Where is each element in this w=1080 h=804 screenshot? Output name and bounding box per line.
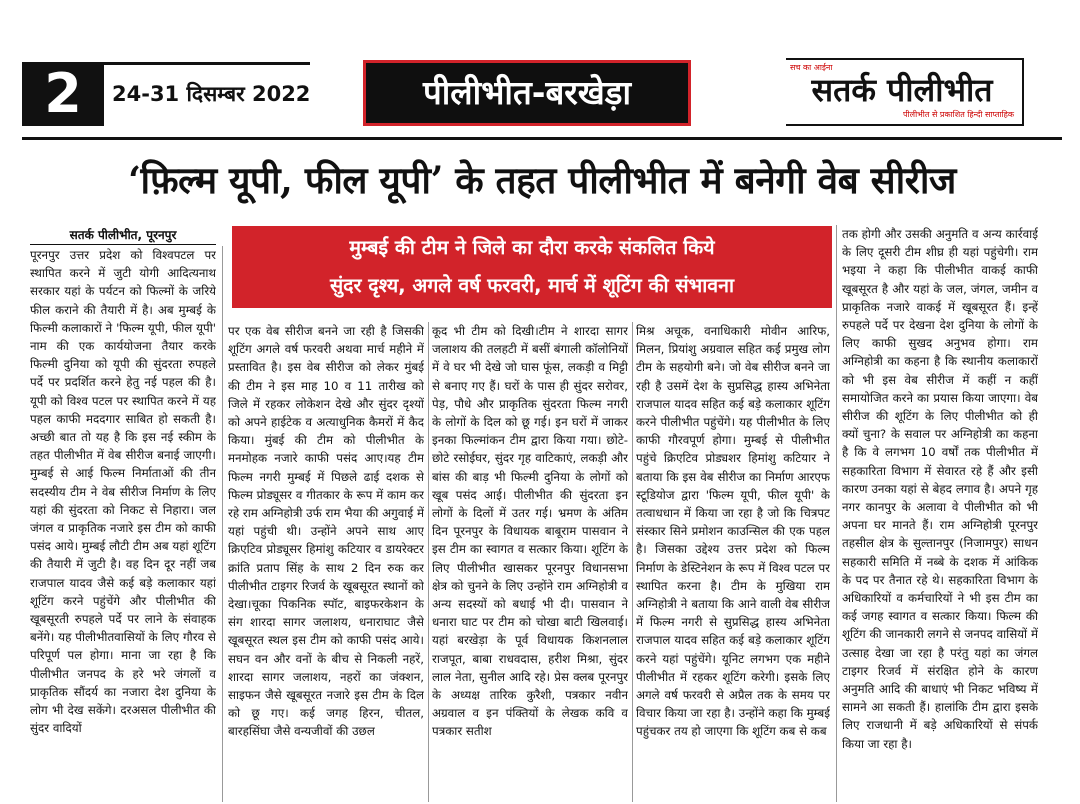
brand-subtitle: पीलीभीत से प्रकाशित हिन्दी साप्ताहिक [903, 110, 1014, 119]
column-separator [836, 225, 837, 802]
main-headline: ‘फ़िल्म यूपी, फील यूपी’ के तहत पीलीभीत में बनेगी वेब सीरीज [128, 158, 956, 202]
byline-rule [30, 244, 216, 245]
article-column-4 [636, 322, 830, 802]
date-rule [104, 62, 310, 65]
column-4-text: मिश्र अचूक, वनाधिकारी मोवीन आरिफ, मिलन, प्रियांशु अग्रवाल सहित कई प्रमुख लोग टीम के सहयोगी बने। जो वेब सीरीज बनने जा रही है उसमें देश के सुप्रसिद्ध हास्य अभिनेता राजपाल यादव सहित कई बड़े कलाकार शूटिंग करने पीलीभीत पहुंचेंगे। यह पीलीभीत के लिए काफी गौरवपूर्ण होगा। मुम्बई से पीलीभीत पहुंचे क्रिएटिव प्रोड्यशर हिमांशु कटियार ने बताया कि इस वेब सीरीज का निर्माण आरएफ स्टूडियोज द्वारा 'फिल्म यूपी, फील यूपी' के तत्वाधधान में किया जा रहा है जो कि चित्रपट संस्कार सिने प्रमोशन काउन्सिल की एक पहल है। जिसका उद्देश्य उत्तर प्रदेश को फिल्म निर्माण के डेस्टिनेशन के रूप में विश्व पटल पर स्थापित करना है। टीम के मुखिया राम अग्निहोत्री ने बताया कि आने वाली वेब सीरीज में फिल्म नगरी से सुप्रसिद्ध हास्य अभिनेता राजपाल यादव सहित कई बड़े कलाकार शूटिंग करने यहां पहुंचेंगे। यूनिट लगभग एक महीने पीलीभीत में रहकर शूटिंग करेगी। इसके लिए अगले वर्ष फरवरी से अप्रैल तक के समय पर विचार किया जा रहा है। उन्होंने कहा कि मुम्बई पहुंचकर तय हो जाएगा कि शूटिंग कब से कब [636, 324, 830, 739]
article-column-3 [432, 322, 628, 802]
brand-name: सतर्क पीलीभीत [811, 71, 993, 109]
page-number: 2 [22, 62, 104, 126]
section-title: पीलीभीत-बरखेड़ा [363, 60, 691, 126]
column-5-text: तक होगी और उसकी अनुमति व अन्य कार्रवाई के लिए दूसरी टीम शीघ्र ही यहां पहुंचेगी। राम भइया ने कहा कि पीलीभीत वाकई काफी खूबसूरत है और यहां के जल, जंगल, जमीन व प्राकृतिक नजारे वाकई में खूबसूरत हैं। इन्हें रुपहले पर्दे पर देखना देश दुनिया के लोगों के लिए काफी सुखद अनुभव होगा। राम अग्निहोत्री का कहना है कि स्थानीय कलाकारों को भी इस वेब सीरीज में कहीं न कहीं समायोजित करने का प्रयास किया जाएगा। वेब सीरीज की शूटिंग के लिए पीलीभीत को ही क्यों चुना? के सवाल पर अग्निहोत्री का कहना है कि वे लगभग 10 वर्षों तक पीलीभीत में सहकारिता विभाग में सेवारत रहे हैं और इसी कारण उनका यहां से बेहद लगाव है। अपने गृह नगर कानपुर के अलावा वे पीलीभीत को भी अपना घर मानते हैं। राम अग्निहोत्री पूरनपुर तहसील क्षेत्र के सुल्तानपुर (निजामपुर) साधन सहकारी समिति में नब्बे के दशक में आंकिक के पद पर तैनात रहे थे। सहकारिता विभाग के अधिकारियों व कर्मचारियों ने भी इस टीम का कई जगह स्वागत व सत्कार किया। फिल्म की शूटिंग की जानकारी लगने से जनपद वासियों में उत्साह देखा जा रहा है परंतु यहां का जंगल टाइगर रिजर्व में संरक्षित होने के कारण अनुमति आदि की बाधाएं भी निकट भविष्य में सामने आ सकती हैं। हालांकि टीम द्वारा इसके लिए राजधानी में बड़े अधिकारियों से संपर्क किया जा रहा है। [842, 227, 1038, 751]
article-column-5 [842, 225, 1038, 802]
header-rule [22, 137, 1062, 140]
masthead-brand [786, 58, 1024, 126]
subheadline-line-2: सुंदर दृश्य, अगले वर्ष फरवरी, मार्च में शूटिंग की संभावना [329, 274, 735, 297]
brand-tagline: सच का आईना [790, 63, 833, 72]
byline: सतर्क पीलीभीत, पूरनपुर [69, 228, 177, 242]
column-1-text: पूरनपुर उत्तर प्रदेश को विश्वपटल पर स्थापित करने में जुटी योगी आदित्यनाथ सरकार यहां के पर्यटन को फिल्मों के जरिये फील कराने की तैयारी में है। अब मुम्बई के फिल्मी कलाकारों ने 'फिल्म यूपी, फील यूपी' नाम की एक कार्ययोजना तैयार करके फिल्मी दुनिया को यूपी की सुंदरता रुपहले पर्दे पर प्रदर्शित करने हेतु नई पहल की है। यूपी को विश्व पटल पर स्थापित करने में यह पहल काफी मददगार साबित हो सकती है। अच्छी बात तो यह है कि इस नई स्कीम के तहत पीलीभीत में वेब सीरीज बनाई जाएगी। मुम्बई से आई फिल्म निर्माताओं की तीन सदस्यीय टीम ने वेब सीरीज निर्माण के लिए यहां की सुंदरता को निकट से निहारा। जल जंगल व प्राकृतिक नजारे इस टीम को काफी पसंद आये। मुम्बई लौटी टीम अब यहां शूटिंग की तैयारी में जुटी है। वह दिन दूर नहीं जब राजपाल यादव जैसे कई बड़े कलाकार यहां शूटिंग करने पहुंचेंगे और पीलीभीत की खूबसूरती रुपहले पर्दे पर लाने के संवाहक बनेंगे। यह पीलीभीतवासियों के लिए गौरव से परिपूर्ण पल होगा। माना जा रहा है कि पीलीभीत जनपद के हरे भरे जंगलों व प्राकृतिक सौंदर्य का नजारा देश दुनिया के लोग भी देख सकेंगे। दरअसल पीलीभीत की सुंदर वादियों [30, 248, 216, 736]
column-separator [222, 246, 223, 802]
column-separator [632, 322, 633, 802]
page-header [0, 0, 1080, 140]
subheadline-banner [232, 226, 832, 308]
article-column-1 [30, 246, 216, 802]
subheadline-line-1: मुम्बई की टीम ने जिले का दौरा करके संकलित किये [349, 236, 715, 259]
article-column-2 [228, 322, 424, 802]
column-2-text: पर एक वेब सीरीज बनने जा रही है जिसकी शूटिंग अगले वर्ष फरवरी अथवा मार्च महीने में प्रस्तावित है। इस वेब सीरीज को लेकर मुंबई की टीम ने इस माह 10 व 11 तारीख को जिले में रहकर लोकेशन देखे और सुंदर दृश्यों को अपने हाईटेक व अत्याधुनिक कैमरों में कैद किया। मुंबई की टीम को पीलीभीत के मनमोहक नजारे काफी पसंद आए।यह टीम फिल्म नगरी मुम्बई में पिछले ढाई दशक से फिल्म प्रोड्यूसर व गीतकार के रूप में काम कर रहे राम अग्निहोत्री उर्फ राम भैया की अगुवाई में यहां पहुंची थी। उन्होंने अपने साथ आए क्रिएटिव प्रोड्यूसर हिमांशु कटियार व डायरेक्टर क्रांति प्रताप सिंह के साथ 2 दिन रुक कर पीलीभीत टाइगर रिजर्व के खूबसूरत स्थानों को देखा।चूका पिकनिक स्पॉट, बाइफरकेशन के संग शारदा सागर जलाशय, धनाराघाट जैसे खूबसूरत स्थल इस टीम को काफी पसंद आये। सघन वन और वनों के बीच से निकली नहरें, शारदा सागर जलाशय, नहरों का जंक्शन, साइफन जैसे खूबसूरत नजारे इस टीम के दिल को छू गए। कई जगह हिरन, चीतल, बारहसिंघा जैसे वन्यजीवों की उछल [228, 324, 424, 739]
column-3-text: कूद भी टीम को दिखी।टीम ने शारदा सागर जलाशय की तलहटी में बसीं बंगाली कॉलोनियों में वे घर भी देखे जो घास फूंस, लकड़ी व मिट्टी से बनाए गए हैं। घरों के पास ही सुंदर सरोवर, पेड़, पौधे और प्राकृतिक सुंदरता फिल्म नगरी के लोगों के दिल को छू गई। इन घरों में जाकर इनका फिल्मांकन टीम द्वारा किया गया। छोटे-छोटे रसोईघर, सुंदर गृह वाटिकाएं, लकड़ी और बांस की बाड़ भी फिल्मी दुनिया के लोगों को खूब पसंद आई। पीलीभीत की सुंदरता इन लोगों के दिलों में उतर गई। भ्रमण के अंतिम दिन पूरनपुर के विधायक बाबूराम पासवान ने इस टीम का स्वागत व सत्कार किया। शूटिंग के लिए पीलीभीत खासकर पूरनपुर विधानसभा क्षेत्र को चुनने के लिए उन्होंने राम अग्निहोत्री व अन्य सदस्यों को बधाई भी दी। पासवान ने धनारा घाट पर टीम को चोखा बाटी खिलवाई। यहां बरखेड़ा के पूर्व विधायक किशनलाल राजपूत, बाबा राधवदास, हरीश मिश्रा, सुंदर लाल नेता, सुनील आदि रहे। प्रेस क्लब पूरनपुर के अध्यक्ष तारिक कुरैशी, पत्रकार नवीन अग्रवाल व इन पंक्तियों के लेखक कवि व पत्रकार सतीश [432, 324, 628, 739]
issue-date: 24-31 दिसम्बर 2022 [112, 82, 311, 106]
column-separator [428, 322, 429, 802]
